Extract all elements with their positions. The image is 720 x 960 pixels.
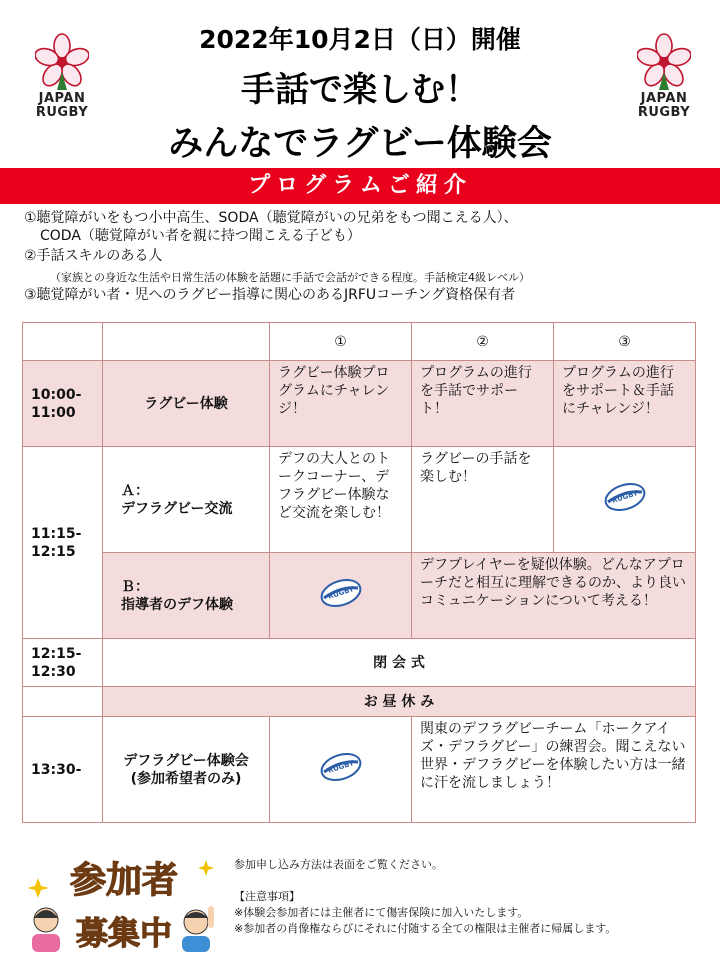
event-date: 2022年10月2日（日）開催 [199,25,521,54]
time-cell: 12:15- 12:30 [23,639,103,687]
caution-1: ※体験会参加者には主催者にて傷害保険に加入いたします。 [234,906,529,919]
table-row [23,717,696,823]
caution-title: 【注意事項】 [234,890,300,903]
badge-line1: 参加者 [69,860,179,901]
program-banner: プログラムご紹介 [0,168,720,204]
person-illustration-icon [32,908,60,952]
role-2-cell: プログラムの進行を手話でサポート！ [412,361,554,447]
logo-text-line1: JAPAN [38,91,86,106]
ball-label: RUGBY [326,759,355,775]
time-cell: 13:30- [23,717,103,823]
requirement-2: ②手話スキルのある人 [24,248,163,264]
role-1-cell [270,717,412,823]
event-title-line1: 手話で楽しむ！ [241,70,479,110]
logo-text-line2: RUGBY [35,105,89,120]
requirement-3: ③聴覚障がい者・児へのラグビー指導に関心のあるJRFUコーチング資格保有者 [24,287,516,303]
header-col-3: ③ [554,323,696,361]
header-col-1: ① [270,323,412,361]
role-2-cell: ラグビーの手話を楽しむ！ [412,447,554,553]
role-1-cell: ラグビー体験プログラムにチャレンジ！ [270,361,412,447]
closing-ceremony-cell: 閉 会 式 [103,639,696,687]
requirement-1: ①聴覚障がいをもつ小中高生、SODA（聴覚障がいの兄弟をもつ聞こえる人）、 [24,210,518,226]
requirement-2-note: （家族との身近な生活や日常生活の体験を話題に手話で会話ができる程度。手話検定4級レベル） [50,271,530,284]
ball-label: RUGBY [326,585,355,601]
person-illustration-icon [182,906,214,952]
table-row [23,553,696,639]
role-3-cell [554,447,696,553]
activity-cell: ラグビー体験 [103,361,270,447]
activity-cell: Ｂ： 指導者のデフ体験 [103,553,270,639]
rugby-ball-icon [319,576,363,615]
badge-line2: 募集中 [75,914,173,952]
role-3-cell: プログラムの進行をサポート＆手話にチャレンジ！ [554,361,696,447]
logo-text-line1: JAPAN [640,91,688,106]
requirement-1-cont: CODA（聴覚障がい者を親に持つ聞こえる子ども） [40,228,361,244]
program-table [22,322,696,823]
rugby-ball-icon [319,750,363,789]
role-23-cell: 関東のデフラグビーチーム「ホークアイズ・デフラグビー」の練習会。聞こえない世界・デフラグビーを体験したい方は一緒に汗を流しましょう！ [412,717,696,823]
logo-text-line2: RUGBY [637,105,691,120]
table-row [23,361,696,447]
ball-label: RUGBY [610,489,639,505]
lunch-break-cell: お 昼 休 み [103,687,696,717]
caution-2: ※参加者の肖像権ならびにそれに付随する全ての権限は主催者に帰属します。 [234,922,617,935]
rugby-ball-icon [603,480,647,519]
table-row [23,447,696,553]
table-row [23,687,696,717]
activity-cell: Ａ： デフラグビー交流 [103,447,270,553]
header-col-2: ② [412,323,554,361]
apply-note: 参加申し込み方法は表面をご覧ください。 [234,858,443,871]
role-1-cell [270,553,412,639]
participants-wanted-badge [24,848,218,952]
event-title-line2: みんなでラグビー体験会 [168,124,552,164]
time-cell: 11:15- 12:15 [23,447,103,639]
role-23-cell: デフプレイヤーを疑似体験。どんなアプローチだと相互に理解できるのか、より良いコミュニケーションについて考える！ [412,553,696,639]
time-cell: 10:00- 11:00 [23,361,103,447]
activity-cell: デフラグビー体験会 (参加希望者のみ) [103,717,270,823]
table-row [23,639,696,687]
role-1-cell: デフの大人とのトークコーナー、デフラグビー体験など交流を楽しむ！ [270,447,412,553]
table-header-row [23,323,696,361]
